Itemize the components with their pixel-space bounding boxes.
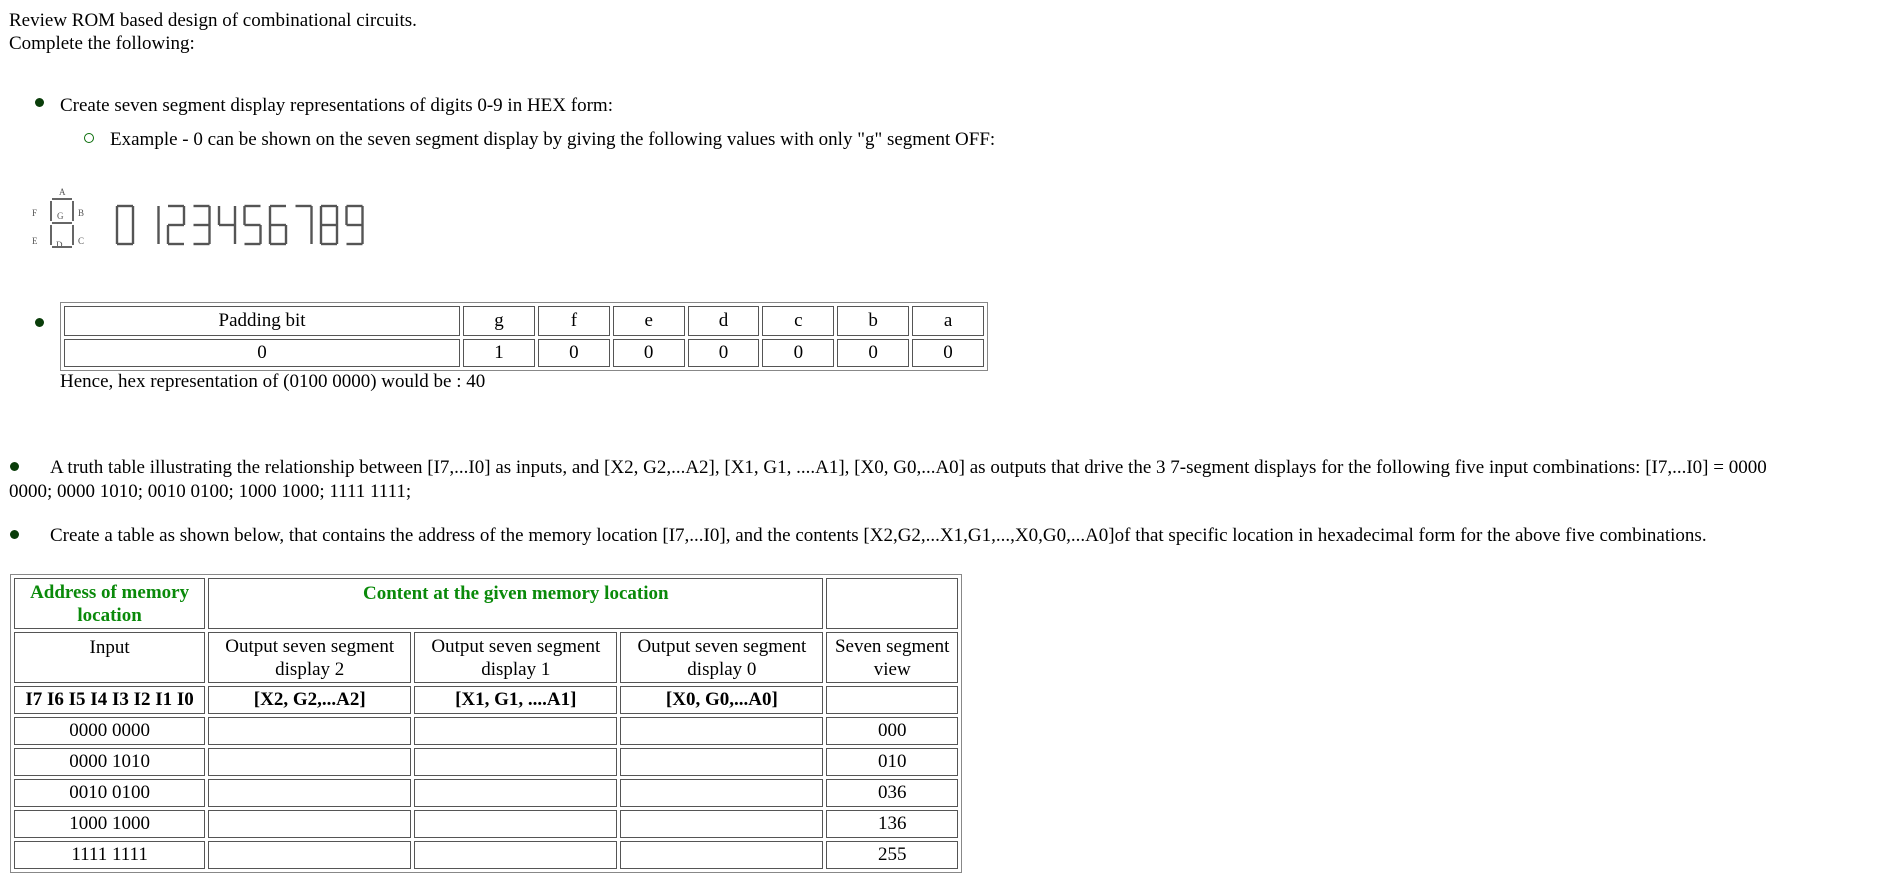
bullet-dot [10, 530, 19, 539]
bit-value-b: 0 [837, 339, 909, 367]
bullet-seven-segment-task: Create seven segment display representations of digits 0-9 in HEX form: [60, 95, 613, 116]
bit-table-header-row [64, 306, 984, 336]
digit-3 [194, 206, 210, 244]
row-display-2 [208, 841, 411, 869]
digit-2 [168, 206, 184, 244]
row-display-1 [414, 779, 617, 807]
memory-table-subheader-row [14, 632, 958, 683]
segment-label-d: D [56, 240, 63, 250]
bit-value-c: 0 [762, 339, 834, 367]
bitrow-display-0: [X0, G0,...A0] [620, 686, 823, 714]
segment-label-g: G [57, 211, 64, 221]
table-row [14, 810, 958, 838]
intro-line-1: Review ROM based design of combinational circuits. [9, 10, 417, 31]
digit-7 [296, 206, 312, 244]
bit-table [60, 302, 988, 371]
segment-label-f: F [32, 208, 38, 218]
segment-label-c: C [78, 236, 85, 246]
digit-0 [117, 206, 133, 244]
subheader-display-0: Output seven segment display 0 [620, 632, 823, 683]
bit-value-d: 0 [688, 339, 760, 367]
row-input: 1000 1000 [14, 810, 205, 838]
row-view: 036 [826, 779, 958, 807]
bit-header-g: g [463, 306, 535, 336]
bit-header-d: d [688, 306, 760, 336]
intro-line-2: Complete the following: [9, 33, 195, 54]
row-display-2 [208, 717, 411, 745]
bit-header-b: b [837, 306, 909, 336]
seven-segment-legend [30, 185, 92, 250]
bit-value-padding: 0 [64, 339, 460, 367]
row-view: 255 [826, 841, 958, 869]
table-row [14, 779, 958, 807]
sub-bullet-circle [84, 133, 94, 143]
bitrow-view [826, 686, 958, 714]
segment-label-b: B [78, 208, 85, 218]
row-input: 0000 1010 [14, 748, 205, 776]
bit-header-padding: Padding bit [64, 306, 460, 336]
bit-table-value-row [64, 339, 984, 367]
hence-hex-text: Hence, hex representation of (0100 0000) would be : 40 [60, 371, 486, 392]
bullet-dot [35, 98, 44, 107]
bit-header-f: f [538, 306, 610, 336]
row-display-0 [620, 841, 823, 869]
subheader-display-1: Output seven segment display 1 [414, 632, 617, 683]
bit-header-c: c [762, 306, 834, 336]
bit-value-f: 0 [538, 339, 610, 367]
bullet-dot [10, 462, 19, 471]
table-row [14, 841, 958, 869]
row-display-1 [414, 717, 617, 745]
bullet-dot [35, 318, 44, 327]
row-display-0 [620, 810, 823, 838]
row-input: 1111 1111 [14, 841, 205, 869]
segment-label-a: A [59, 187, 66, 197]
subheader-seven-segment-view: Seven segment view [826, 632, 958, 683]
memory-table [10, 574, 962, 873]
row-display-0 [620, 779, 823, 807]
row-display-2 [208, 748, 411, 776]
row-display-2 [208, 810, 411, 838]
bit-header-a: a [912, 306, 984, 336]
table-row [14, 748, 958, 776]
bullet-truth-table-line-1: A truth table illustrating the relationship between [I7,...I0] as inputs, and [X2, G2,...A2], [X1, G1, ....A1], [X0, G0,...A0] as outputs that drive the 3 7-segment displays for the following five input combinations: [I7,...I0] = 0000 [50, 457, 1767, 478]
row-display-0 [620, 748, 823, 776]
bullet-create-table: Create a table as shown below, that contains the address of the memory location [I7,...I0], and the contents [X2,G2,...X1,G1,...,X0,G0,...A0]of that specific location in hexadecimal form for the above five combinations. [50, 525, 1707, 546]
row-view: 000 [826, 717, 958, 745]
memory-table-title-row [14, 578, 958, 629]
row-display-1 [414, 841, 617, 869]
bitrow-display-2: [X2, G2,...A2] [208, 686, 411, 714]
subheader-input: Input [14, 632, 205, 683]
bit-value-g: 1 [463, 339, 535, 367]
row-display-2 [208, 779, 411, 807]
row-display-1 [414, 748, 617, 776]
bit-header-e: e [613, 306, 685, 336]
header-address: Address of memory location [14, 578, 205, 629]
header-content: Content at the given memory location [208, 578, 823, 629]
digit-5 [245, 206, 261, 244]
memory-table-bit-row [14, 686, 958, 714]
bitrow-input-bits: I7 I6 I5 I4 I3 I2 I1 I0 [14, 686, 205, 714]
digit-6 [270, 206, 286, 244]
bitrow-display-1: [X1, G1, ....A1] [414, 686, 617, 714]
digit-4 [219, 206, 235, 244]
digit-9 [347, 206, 363, 244]
seven-segment-digits [115, 203, 375, 247]
bullet-truth-table-line-2: 0000; 0000 1010; 0010 0100; 1000 1000; 1111 1111; [9, 481, 412, 502]
digit-8 [321, 206, 337, 244]
bullet-example-zero: Example - 0 can be shown on the seven segment display by giving the following values with only "g" segment OFF: [110, 129, 996, 150]
segment-label-e: E [32, 236, 38, 246]
row-input: 0010 0100 [14, 779, 205, 807]
header-empty [826, 578, 958, 629]
bit-value-e: 0 [613, 339, 685, 367]
subheader-display-2: Output seven segment display 2 [208, 632, 411, 683]
row-view: 136 [826, 810, 958, 838]
row-display-1 [414, 810, 617, 838]
row-display-0 [620, 717, 823, 745]
row-input: 0000 0000 [14, 717, 205, 745]
row-view: 010 [826, 748, 958, 776]
bit-value-a: 0 [912, 339, 984, 367]
table-row [14, 717, 958, 745]
